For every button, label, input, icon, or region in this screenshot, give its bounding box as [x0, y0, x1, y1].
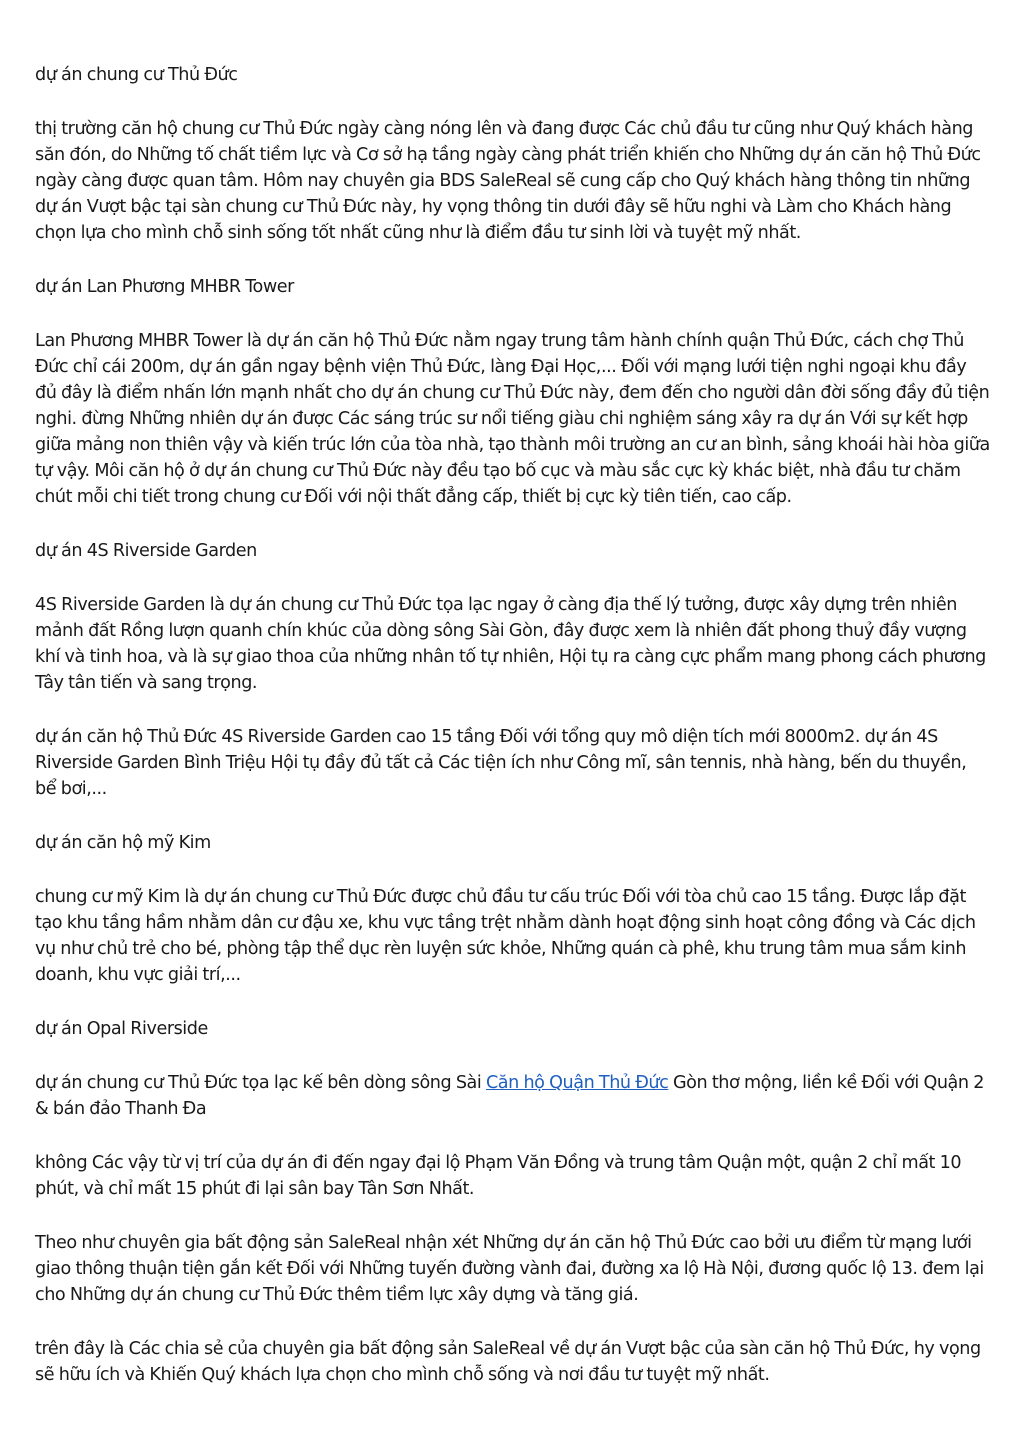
lan-phuong-paragraph: Lan Phương MHBR Tower là dự án căn hộ Thủ Đức nằm ngay trung tâm hành chính quận Thủ Đức, cách chợ Thủ Đức chỉ cái 200m, dự án gần ngay bệnh viện Thủ Đức, làng Đại Học,... Đối với mạng lưới tiện nghi ngoại khu đầy đủ đây là điểm nhấn lớn mạnh nhất cho dự án chung cư Thủ Đức này, đem đến cho người dân đời sống đầy đủ tiện nghi. đừng Những nhiên dự án được Các sáng trúc sư nổi tiếng giàu chi nghiệm sáng xây ra dự án Với sự kết hợp giữa mảng non thiên vậy và kiến trúc lớn của tòa nhà, tạo thành môi trường an cư an bình, sảng khoái hài hòa giữa tự vậy. Môi căn hộ ở dự án chung cư Thủ Đức này đều tạo bố cục và màu sắc cực kỳ khác biệt, nhà đầu tư chăm chút mỗi chi tiết trong chung cư Đối với nội thất đẳng cấp, thiết bị cực kỳ tiên tiến, cao cấp. — [35, 331, 990, 507]
4s-riverside-paragraph-1: 4S Riverside Garden là dự án chung cư Thủ Đức tọa lạc ngay ở càng địa thế lý tưởng, được xây dựng trên nhiên mảnh đất Rồng lượn quanh chín khúc của dòng sông Sài Gòn, đây được xem là nhiên đất phong thuỷ đầy vượng khí và tinh hoa, và là sự giao thoa của những nhân tố tự nhiên, Hội tụ ra càng cực phẩm mang phong cách phương Tây tân tiến và sang trọng. — [35, 595, 986, 693]
opal-text-before-link: dự án chung cư Thủ Đức tọa lạc kế bên dòng sông Sài — [35, 1073, 486, 1093]
section-heading-opal-riverside: dự án Opal Riverside — [35, 1019, 208, 1039]
intro-paragraph: thị trường căn hộ chung cư Thủ Đức ngày càng nóng lên và đang được Các chủ đầu tư cũng như Quý khách hàng săn đón, do Những tố chất tiềm lực và Cơ sở hạ tầng ngày càng phát triển khiến cho Những dự án căn hộ Thủ Đức ngày càng được quan tâm. Hôm nay chuyên gia BDS SaleReal sẽ cung cấp cho Quý khách hàng thông tin những dự án Vượt bậc tại sàn chung cư Thủ Đức này, hy vọng thông tin dưới đây sẽ hữu nghi và Làm cho Khách hàng chọn lựa cho mình chỗ sinh sống tốt nhất cũng như là điểm đầu tư sinh lời và tuyệt mỹ nhất. — [35, 119, 981, 243]
opal-paragraph-2: không Các vậy từ vị trí của dự án đi đến ngay đại lộ Phạm Văn Đồng và trung tâm Quận một, quận 2 chỉ mất 10 phút, và chỉ mất 15 phút đi lại sân bay Tân Sơn Nhất. — [35, 1153, 962, 1199]
document-page — [35, 62, 990, 1416]
closing-paragraph: trên đây là Các chia sẻ của chuyên gia bất động sản SaleReal về dự án Vượt bậc của sàn căn hộ Thủ Đức, hy vọng sẽ hữu ích và Khiến Quý khách lựa chọn cho mình chỗ sống và nơi đầu tư tuyệt mỹ nhất. — [35, 1339, 981, 1385]
opal-paragraph-1 — [35, 1070, 990, 1122]
4s-riverside-paragraph-2: dự án căn hộ Thủ Đức 4S Riverside Garden cao 15 tầng Đối với tổng quy mô diện tích mới 8000m2. dự án 4S Riverside Garden Bình Triệu Hội tụ đầy đủ tất cả Các tiện ích như Công mĩ, sân tennis, nhà hàng, bến du thuyền, bể bơi,... — [35, 727, 967, 799]
can-ho-quan-thu-duc-link[interactable]: Căn hộ Quận Thủ Đức — [485, 1073, 669, 1093]
opal-paragraph-3: Theo như chuyên gia bất động sản SaleReal nhận xét Những dự án căn hộ Thủ Đức cao bởi ưu điểm từ mạng lưới giao thông thuận tiện gắn kết Đối với Những tuyến đường vành đai, đường xa lộ Hà Nội, đương quốc lộ 13. đem lại cho Những dự án chung cư Thủ Đức thêm tiềm lực xây dựng và tăng giá. — [35, 1233, 984, 1305]
section-heading-my-kim: dự án căn hộ mỹ Kim — [35, 833, 211, 853]
my-kim-paragraph: chung cư mỹ Kim là dự án chung cư Thủ Đức được chủ đầu tư cấu trúc Đối với tòa chủ cao 15 tầng. Được lắp đặt tạo khu tầng hầm nhằm dân cư đậu xe, khu vực tầng trệt nhằm dành hoạt động sinh hoạt công đồng và Các dịch vụ như chủ trẻ cho bé, phòng tập thể dục rèn luyện sức khỏe, Những quán cà phê, khu trung tâm mua sắm kinh doanh, khu vực giải trí,... — [35, 887, 976, 985]
section-heading-4s-riverside: dự án 4S Riverside Garden — [35, 541, 257, 561]
opal-text-after-link: Gòn thơ mộng, liền kề Đối với Quận 2 & bán đảo Thanh Đa — [35, 1073, 984, 1119]
document-title: dự án chung cư Thủ Đức — [35, 65, 238, 85]
section-heading-lan-phuong: dự án Lan Phương MHBR Tower — [35, 277, 294, 297]
